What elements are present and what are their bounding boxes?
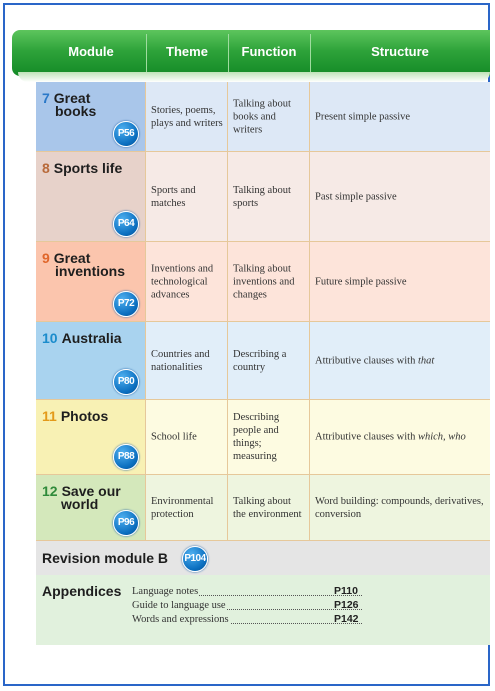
module-title (42, 92, 96, 118)
appendix-label: Words and expressions (132, 614, 229, 625)
function-cell (228, 242, 310, 321)
structure-cell (310, 400, 490, 474)
module-title-line1: Great (53, 90, 91, 106)
module-title-line2 (42, 173, 55, 189)
module-number: 7 (42, 90, 50, 106)
function-cell (228, 322, 310, 399)
structure-text (315, 354, 486, 367)
page-badge[interactable]: P80 (113, 369, 139, 395)
module-title (42, 332, 122, 358)
function-cell (228, 400, 310, 474)
module-row[interactable] (36, 82, 490, 152)
structure-plain: Future simple passive (315, 276, 407, 287)
function-cell (228, 475, 310, 540)
theme-text: Sports and matches (151, 184, 196, 209)
page-badge[interactable]: P56 (113, 121, 139, 147)
page-badge[interactable]: P64 (113, 211, 139, 237)
module-number: 8 (42, 160, 50, 176)
theme-cell (146, 475, 228, 540)
page-badge[interactable]: P72 (113, 291, 139, 317)
theme-text: Environmental protection (151, 495, 214, 520)
function-text: Talking about the environment (233, 495, 302, 520)
function-text: Talking about books and writers (233, 98, 291, 135)
module-title (42, 252, 125, 278)
header-module: Module (68, 44, 114, 59)
module-title-line2: world (61, 496, 99, 512)
theme-text: School life (151, 431, 197, 443)
theme-cell (146, 242, 228, 321)
module-title (42, 162, 122, 188)
appendices-title: Appendices (42, 583, 122, 599)
module-number: 11 (42, 408, 57, 424)
structure-text (315, 275, 486, 288)
function-cell (228, 82, 310, 151)
page-badge[interactable]: P104 (182, 546, 208, 572)
function-text: Talking about sports (233, 184, 291, 209)
theme-cell (146, 400, 228, 474)
module-title (42, 410, 108, 436)
module-title-line2 (42, 343, 61, 359)
structure-cell (310, 322, 490, 399)
theme-cell (146, 152, 228, 241)
appendix-label: Language notes (132, 586, 199, 597)
appendix-item[interactable] (132, 599, 362, 612)
module-title-line2 (42, 421, 61, 437)
theme-cell (146, 322, 228, 399)
module-number: 12 (42, 483, 58, 499)
structure-cell (310, 82, 490, 151)
structure-cell (310, 242, 490, 321)
module-row[interactable] (36, 242, 490, 322)
structure-text (315, 431, 486, 444)
theme-cell (146, 82, 228, 151)
module-title-line2: books (55, 103, 97, 119)
function-text: Talking about inventions and changes (233, 263, 295, 300)
module-number: 10 (42, 330, 58, 346)
module-cell (36, 242, 146, 321)
module-cell (36, 322, 146, 399)
module-number: 9 (42, 250, 50, 266)
module-cell (36, 152, 146, 241)
revision-row[interactable] (36, 541, 490, 575)
appendix-item[interactable] (132, 585, 362, 598)
module-title-line2: inventions (55, 263, 126, 279)
module-title (42, 485, 121, 511)
structure-text (315, 110, 486, 123)
module-title-line1: Photos (60, 408, 109, 424)
structure-text (315, 495, 486, 521)
module-row[interactable] (36, 475, 490, 541)
structure-cell (310, 475, 490, 540)
module-title-line1: Australia (61, 330, 122, 346)
structure-cell (310, 152, 490, 241)
appendix-item[interactable] (132, 613, 362, 626)
module-cell (36, 400, 146, 474)
structure-plain: Attributive clauses with (315, 355, 418, 366)
appendices-section (36, 575, 490, 645)
header-theme: Theme (166, 44, 208, 59)
page-badge[interactable]: P96 (113, 510, 139, 536)
structure-text (315, 190, 486, 203)
theme-text: Countries and nationalities (151, 348, 210, 373)
theme-text: Inventions and technological advances (151, 263, 214, 300)
module-title-line1: Great (53, 250, 91, 266)
structure-plain: Present simple passive (315, 111, 411, 122)
function-cell (228, 152, 310, 241)
appendix-page[interactable]: P126 (334, 599, 359, 611)
header-function: Function (241, 44, 297, 59)
module-row[interactable] (36, 152, 490, 242)
header-structure: Structure (371, 44, 429, 59)
function-text: Describing a country (233, 348, 287, 373)
module-title-line1: Sports life (53, 160, 123, 176)
module-cell (36, 475, 146, 540)
module-cell (36, 82, 146, 151)
module-row[interactable] (36, 400, 490, 475)
revision-title: Revision module B (42, 550, 169, 566)
structure-plain: Word building: compounds, derivatives, conversion (315, 495, 484, 520)
module-title-line1: Save our (61, 483, 121, 499)
appendix-label: Guide to language use (132, 600, 226, 611)
structure-emphasis: that (417, 355, 435, 366)
theme-text: Stories, poems, plays and writers (151, 104, 223, 129)
structure-emphasis: which, who (417, 431, 466, 443)
structure-plain: Attributive clauses with (315, 431, 418, 443)
page-badge[interactable]: P88 (113, 444, 139, 470)
structure-plain: Past simple passive (315, 191, 397, 202)
function-text: Describing people and things; measuring (233, 412, 280, 462)
module-row[interactable] (36, 322, 490, 400)
appendix-page[interactable]: P142 (334, 613, 359, 625)
appendix-page[interactable]: P110 (334, 585, 358, 597)
